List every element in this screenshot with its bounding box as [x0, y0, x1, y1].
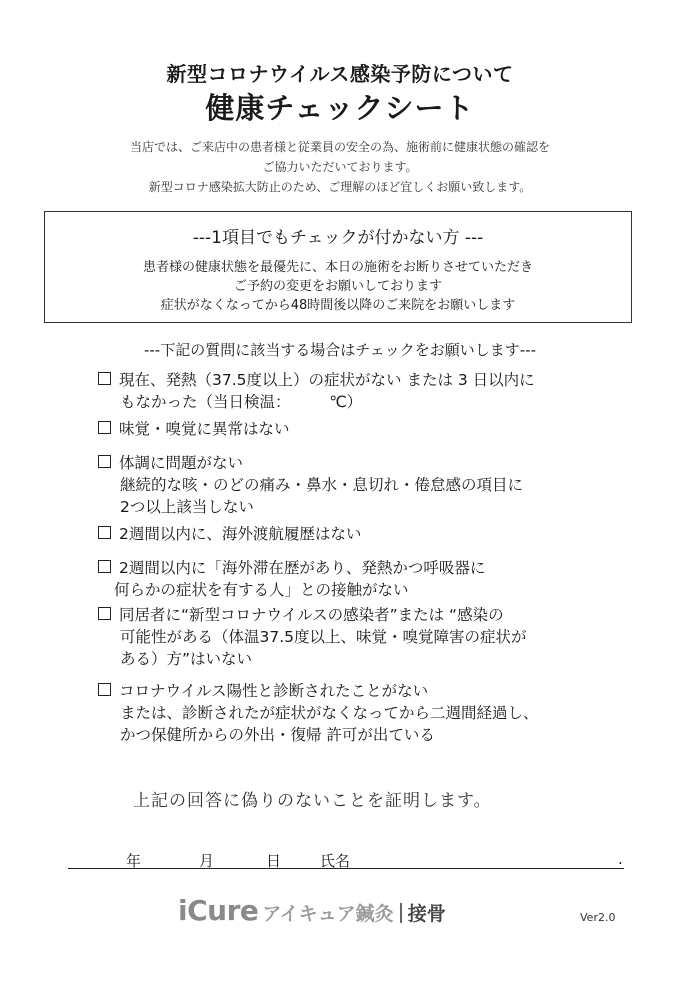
- notice-title: ---1項目でもチェックが付かない方 ---: [192, 228, 484, 248]
- intro-line: 当店では、ご来店中の患者様と従業員の安全の為、施術前に健康状態の確認を: [129, 140, 550, 154]
- checkbox[interactable]: [98, 607, 111, 620]
- checklist-line: [98, 452, 638, 474]
- checklist-line: 継続的な咳・のどの痛み・鼻水・息切れ・倦怠感の項目に: [120, 476, 524, 494]
- checklist-line: [98, 680, 638, 702]
- checklist-item-condition: [98, 452, 638, 518]
- checklist-line: 何らかの症状を有する人」との接触がない: [114, 581, 409, 599]
- checklist-line: もなかった（当日検温： ℃）: [120, 393, 363, 411]
- page-title: 新型コロナウイルス感染予防について: [166, 62, 514, 86]
- checkbox[interactable]: [98, 455, 111, 468]
- checklist-item-travel: [98, 523, 638, 545]
- checklist-item-fever: [98, 369, 638, 413]
- checkbox[interactable]: [98, 421, 111, 434]
- checkbox[interactable]: [98, 526, 111, 539]
- signature-line[interactable]: [68, 850, 624, 869]
- checklist-line: 2つ以上該当しない: [120, 498, 254, 516]
- checkbox[interactable]: [98, 372, 111, 385]
- checklist-line: かつ保健所からの外出・復帰 許可が出ている: [120, 726, 435, 744]
- intro-text: [0, 137, 680, 197]
- checklist-item-taste: [98, 418, 638, 440]
- name-label: 氏名: [320, 852, 351, 870]
- logo-kana: アイキュア鍼灸: [262, 903, 394, 925]
- checklist-line: [98, 418, 638, 440]
- checklist-line: [98, 523, 638, 545]
- signature-end-mark: .: [618, 850, 623, 868]
- checklist-line: 可能性がある（体温37.5度以上、味覚・嗅覚障害の症状が: [120, 628, 527, 646]
- checklist-line: ある）方”はいない: [120, 650, 253, 668]
- checklist-line: [98, 369, 638, 391]
- version-label: Ver2.0: [580, 911, 616, 924]
- notice-line: 患者様の健康状態を最優先に、本日の施術をお断りさせていただき: [142, 260, 533, 275]
- checklist-text: 現在、発熱（37.5度以上）の症状がない または 3 日以内に: [119, 371, 535, 389]
- checklist-line: [98, 604, 638, 626]
- intro-line: ご協力いただいております。: [262, 160, 418, 174]
- checklist-item-contact: [98, 557, 638, 601]
- icure-logo: [178, 894, 446, 928]
- logo-brand: iCure: [178, 894, 259, 927]
- checklist-item-household: [98, 604, 638, 670]
- instruction-text: ---下記の質問に該当する場合はチェックをお願いします---: [143, 341, 537, 359]
- checkbox[interactable]: [98, 683, 111, 696]
- checklist-text: 同居者に“新型コロナウイルスの感染者”または “感染の: [119, 606, 504, 624]
- checklist-text: 2週間以内に、海外渡航履歴はない: [119, 525, 362, 543]
- month-label: 月: [199, 852, 215, 870]
- day-label: 日: [266, 852, 282, 870]
- checklist-line: [98, 557, 638, 579]
- checklist-text: 体調に問題がない: [119, 454, 244, 472]
- notice-line: ご予約の変更をお願いしております: [233, 279, 442, 294]
- logo-sub: 接骨: [407, 903, 446, 925]
- notice-box: [44, 211, 632, 323]
- certify-statement: 上記の回答に偽りのないことを証明します。: [133, 791, 492, 811]
- checklist-item-diagnosis: [98, 680, 638, 746]
- checkbox[interactable]: [98, 560, 111, 573]
- notice-line: 症状がなくなってから48時間後以降のご来院をお願いします: [160, 298, 516, 313]
- page-subtitle: 健康チェックシート: [205, 91, 475, 125]
- checklist-text: コロナウイルス陽性と診断されたことがない: [119, 682, 429, 700]
- checklist-line: または、診断されたが症状がなくなってから二週間経過し、: [120, 704, 539, 722]
- logo-divider: [400, 903, 402, 923]
- notice-body: [45, 258, 631, 315]
- checklist-text: 味覚・嗅覚に異常はない: [119, 420, 290, 438]
- checklist-text: 2週間以内に「海外滞在歴があり、発熱かつ呼吸器に: [119, 559, 486, 577]
- intro-line: 新型コロナ感染拡大防止のため、ご理解のほど宜しくお願い致します。: [148, 180, 532, 194]
- year-label: 年: [126, 852, 142, 870]
